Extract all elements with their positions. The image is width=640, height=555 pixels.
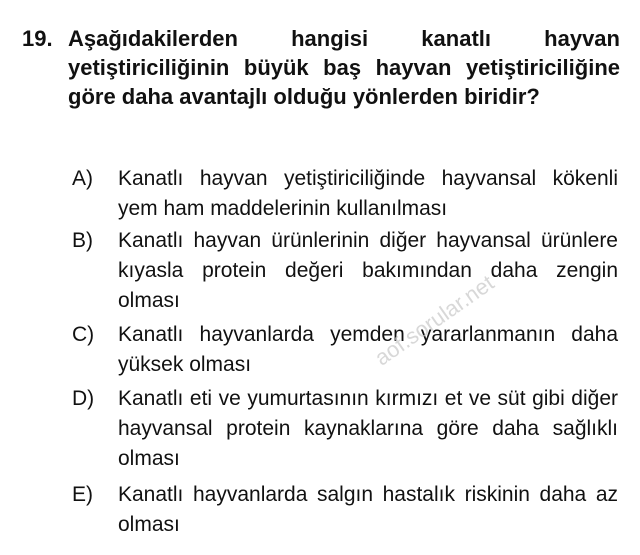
question-number: 19. [22,26,53,51]
option-c-letter: C) [72,323,95,346]
option-d-text: Kanatlı eti ve yumurtasının kırmızı et ve süt gibi diğer hayvansal protein kaynaklarına göre daha sağlıklı olması [118,387,618,470]
option-a-letter: A) [72,167,93,190]
option-e-text: Kanatlı hayvanlarda salgın hastalık riskinin daha az olması [118,483,618,536]
option-c-text: Kanatlı hayvanlarda yemden yararlanmanın daha yüksek olması [118,323,618,376]
question-stem: Aşağıdakilerden hangisi kanatlı hayvan yetiştiriciliğinin büyük baş hayvan yetiştiriciliğine göre daha avantajlı olduğu yönlerden biridir? [68,26,620,109]
option-e-letter: E) [72,483,93,506]
option-a-text: Kanatlı hayvan yetiştiriciliğinde hayvansal kökenli yem ham maddelerinin kullanılması [118,167,618,220]
option-b-text: Kanatlı hayvan ürünlerinin diğer hayvansal ürünlere kıyasla protein değeri bakımından daha zengin olması [118,229,618,312]
center-watermark: aof.sorular.net [370,270,499,371]
option-b-letter: B) [72,229,93,252]
option-d-letter: D) [72,387,95,410]
